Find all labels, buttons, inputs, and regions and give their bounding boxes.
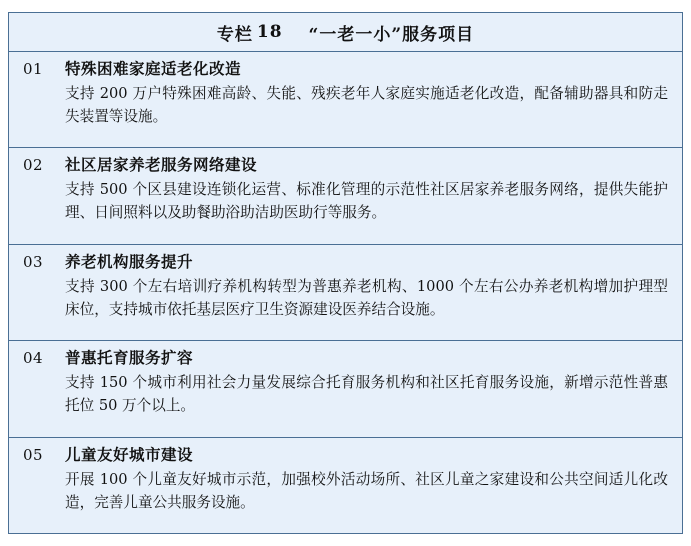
item-text: 支持 300 个左右培训疗养机构转型为普惠养老机构、1000 个左右公办养老机构增加护理型床位，支持城市依托基层医疗卫生资源建设医养结合设施。 [65, 277, 668, 318]
list-item [9, 52, 682, 148]
list-item [9, 245, 682, 341]
item-title: 儿童友好城市建设 [65, 444, 194, 464]
item-heading [23, 443, 668, 465]
item-number: 02 [23, 156, 44, 175]
item-title: 养老机构服务提升 [65, 251, 194, 271]
page-title [9, 13, 682, 52]
item-number: 05 [23, 445, 44, 464]
item-number: 01 [23, 60, 44, 78]
title-subject: “一老一小”服务项目 [308, 24, 475, 45]
item-text: 支持 500 个区县建设连锁化运营、标准化管理的示范性社区居家养老服务网络，提供失能护理、日间照料以及助餐助浴助洁助医助行等服务。 [65, 181, 668, 222]
item-heading [23, 153, 668, 175]
list-item [9, 341, 682, 437]
item-text: 开展 100 个儿童友好城市示范，加强校外活动场所、社区儿童之家建设和公共空间适儿化改造，完善儿童公共服务设施。 [65, 470, 668, 511]
title-prefix: 专栏 [216, 24, 253, 45]
item-list [9, 52, 682, 533]
item-title: 社区居家养老服务网络建设 [65, 155, 258, 175]
item-title: 特殊困难家庭适老化改造 [65, 59, 242, 78]
feature-box-panel [8, 12, 683, 534]
item-number: 04 [23, 349, 44, 368]
item-heading [23, 57, 668, 79]
item-title: 普惠托育服务扩容 [65, 348, 194, 368]
item-text: 支持 150 个城市利用社会力量发展综合托育服务机构和社区托育服务设施，新增示范性普惠托位 50 万个以上。 [65, 374, 668, 415]
item-heading [23, 346, 668, 368]
list-item [9, 438, 682, 533]
item-heading [23, 250, 668, 272]
title-number: 18 [256, 22, 283, 42]
list-item [9, 148, 682, 244]
item-number: 03 [23, 252, 44, 271]
item-text: 支持 200 万户特殊困难高龄、失能、残疾老年人家庭实施适老化改造，配备辅助器具和防走失装置等设施。 [65, 85, 668, 126]
